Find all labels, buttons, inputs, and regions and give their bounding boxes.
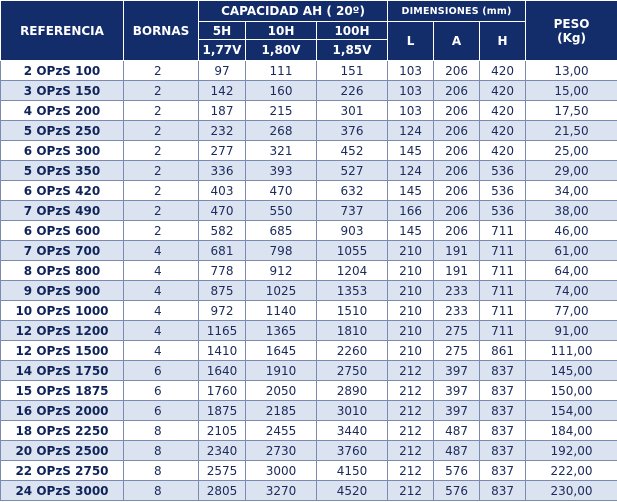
cell-dim-h: 420 xyxy=(480,121,526,141)
cell-cap-100h: 1810 xyxy=(317,321,388,341)
cell-referencia: 24 OPzS 3000 xyxy=(1,481,124,501)
cell-bornas: 4 xyxy=(124,321,199,341)
cell-cap-100h: 1353 xyxy=(317,281,388,301)
cell-bornas: 2 xyxy=(124,141,199,161)
cell-cap-5h: 277 xyxy=(199,141,246,161)
header-peso xyxy=(526,1,617,61)
cell-dim-a: 206 xyxy=(434,61,480,81)
cell-peso: 21,50 xyxy=(526,121,617,141)
cell-cap-10h: 393 xyxy=(246,161,317,181)
cell-cap-100h: 1510 xyxy=(317,301,388,321)
table-row xyxy=(1,341,617,361)
cell-dim-a: 191 xyxy=(434,241,480,261)
cell-cap-100h: 3440 xyxy=(317,421,388,441)
cell-dim-l: 166 xyxy=(388,201,434,221)
cell-referencia: 7 OPzS 490 xyxy=(1,201,124,221)
cell-cap-100h: 151 xyxy=(317,61,388,81)
cell-dim-a: 275 xyxy=(434,321,480,341)
cell-cap-5h: 470 xyxy=(199,201,246,221)
table-header xyxy=(1,1,617,61)
cell-bornas: 4 xyxy=(124,301,199,321)
cell-cap-10h: 3270 xyxy=(246,481,317,501)
cell-peso: 46,00 xyxy=(526,221,617,241)
cell-cap-10h: 1140 xyxy=(246,301,317,321)
header-referencia: REFERENCIA xyxy=(1,1,124,61)
table-row xyxy=(1,201,617,221)
cell-dim-l: 124 xyxy=(388,121,434,141)
cell-cap-10h: 268 xyxy=(246,121,317,141)
cell-dim-l: 103 xyxy=(388,101,434,121)
cell-cap-100h: 3760 xyxy=(317,441,388,461)
cell-dim-l: 212 xyxy=(388,401,434,421)
cell-bornas: 2 xyxy=(124,61,199,81)
cell-cap-10h: 470 xyxy=(246,181,317,201)
cell-cap-5h: 187 xyxy=(199,101,246,121)
cell-dim-h: 837 xyxy=(480,401,526,421)
cell-cap-100h: 903 xyxy=(317,221,388,241)
cell-dim-a: 206 xyxy=(434,181,480,201)
table-row xyxy=(1,361,617,381)
cell-peso: 74,00 xyxy=(526,281,617,301)
cell-peso: 64,00 xyxy=(526,261,617,281)
cell-dim-l: 210 xyxy=(388,281,434,301)
cell-dim-a: 206 xyxy=(434,141,480,161)
cell-cap-100h: 301 xyxy=(317,101,388,121)
header-peso-unit: (Kg) xyxy=(557,30,586,45)
cell-dim-a: 487 xyxy=(434,421,480,441)
cell-referencia: 7 OPzS 700 xyxy=(1,241,124,261)
cell-bornas: 6 xyxy=(124,381,199,401)
cell-bornas: 4 xyxy=(124,281,199,301)
cell-cap-10h: 1910 xyxy=(246,361,317,381)
cell-peso: 111,00 xyxy=(526,341,617,361)
cell-dim-a: 576 xyxy=(434,481,480,501)
cell-cap-10h: 798 xyxy=(246,241,317,261)
cell-dim-l: 124 xyxy=(388,161,434,181)
cell-dim-l: 210 xyxy=(388,241,434,261)
cell-cap-10h: 321 xyxy=(246,141,317,161)
cell-dim-h: 837 xyxy=(480,461,526,481)
cell-cap-10h: 3000 xyxy=(246,461,317,481)
cell-peso: 184,00 xyxy=(526,421,617,441)
cell-referencia: 16 OPzS 2000 xyxy=(1,401,124,421)
table-row xyxy=(1,261,617,281)
header-10h: 10H xyxy=(246,22,317,40)
cell-cap-10h: 1365 xyxy=(246,321,317,341)
cell-peso: 38,00 xyxy=(526,201,617,221)
cell-referencia: 20 OPzS 2500 xyxy=(1,441,124,461)
cell-dim-h: 711 xyxy=(480,261,526,281)
cell-bornas: 8 xyxy=(124,481,199,501)
header-100h: 100H xyxy=(317,22,388,40)
cell-dim-a: 206 xyxy=(434,201,480,221)
cell-bornas: 8 xyxy=(124,421,199,441)
cell-dim-l: 145 xyxy=(388,221,434,241)
cell-dim-h: 711 xyxy=(480,241,526,261)
cell-referencia: 6 OPzS 600 xyxy=(1,221,124,241)
header-h: H xyxy=(480,22,526,61)
table-body xyxy=(1,61,617,501)
cell-referencia: 22 OPzS 2750 xyxy=(1,461,124,481)
cell-peso: 154,00 xyxy=(526,401,617,421)
cell-cap-5h: 1165 xyxy=(199,321,246,341)
cell-dim-a: 206 xyxy=(434,161,480,181)
cell-referencia: 5 OPzS 350 xyxy=(1,161,124,181)
cell-cap-100h: 4520 xyxy=(317,481,388,501)
cell-referencia: 8 OPzS 800 xyxy=(1,261,124,281)
cell-dim-a: 206 xyxy=(434,221,480,241)
cell-cap-100h: 527 xyxy=(317,161,388,181)
cell-cap-100h: 1055 xyxy=(317,241,388,261)
cell-cap-100h: 2260 xyxy=(317,341,388,361)
cell-dim-a: 397 xyxy=(434,361,480,381)
cell-cap-5h: 336 xyxy=(199,161,246,181)
cell-peso: 15,00 xyxy=(526,81,617,101)
cell-cap-10h: 2730 xyxy=(246,441,317,461)
cell-cap-5h: 972 xyxy=(199,301,246,321)
cell-referencia: 6 OPzS 300 xyxy=(1,141,124,161)
cell-cap-10h: 215 xyxy=(246,101,317,121)
cell-peso: 13,00 xyxy=(526,61,617,81)
cell-dim-h: 536 xyxy=(480,181,526,201)
cell-dim-l: 212 xyxy=(388,481,434,501)
cell-dim-a: 233 xyxy=(434,301,480,321)
cell-cap-10h: 1025 xyxy=(246,281,317,301)
cell-cap-5h: 2105 xyxy=(199,421,246,441)
cell-dim-a: 206 xyxy=(434,81,480,101)
cell-cap-5h: 1410 xyxy=(199,341,246,361)
cell-cap-100h: 3010 xyxy=(317,401,388,421)
cell-dim-l: 210 xyxy=(388,321,434,341)
cell-dim-h: 420 xyxy=(480,101,526,121)
cell-dim-l: 103 xyxy=(388,61,434,81)
cell-referencia: 2 OPzS 100 xyxy=(1,61,124,81)
cell-cap-5h: 403 xyxy=(199,181,246,201)
table-row xyxy=(1,281,617,301)
cell-dim-l: 103 xyxy=(388,81,434,101)
cell-cap-5h: 875 xyxy=(199,281,246,301)
cell-referencia: 18 OPzS 2250 xyxy=(1,421,124,441)
cell-referencia: 5 OPzS 250 xyxy=(1,121,124,141)
cell-cap-10h: 111 xyxy=(246,61,317,81)
cell-cap-10h: 2050 xyxy=(246,381,317,401)
cell-cap-5h: 681 xyxy=(199,241,246,261)
cell-dim-l: 145 xyxy=(388,141,434,161)
cell-dim-l: 212 xyxy=(388,441,434,461)
cell-dim-a: 191 xyxy=(434,261,480,281)
cell-dim-a: 275 xyxy=(434,341,480,361)
table-row xyxy=(1,121,617,141)
cell-cap-100h: 4150 xyxy=(317,461,388,481)
cell-cap-5h: 142 xyxy=(199,81,246,101)
cell-bornas: 2 xyxy=(124,201,199,221)
header-dimensiones: DIMENSIONES (mm) xyxy=(388,1,526,22)
cell-dim-h: 711 xyxy=(480,281,526,301)
table-row xyxy=(1,461,617,481)
table-row xyxy=(1,181,617,201)
cell-dim-h: 861 xyxy=(480,341,526,361)
header-voltage-5h: 1,77V xyxy=(199,40,246,61)
cell-referencia: 14 OPzS 1750 xyxy=(1,361,124,381)
cell-dim-h: 711 xyxy=(480,321,526,341)
table-row xyxy=(1,161,617,181)
cell-cap-100h: 737 xyxy=(317,201,388,221)
cell-referencia: 3 OPzS 150 xyxy=(1,81,124,101)
cell-dim-h: 420 xyxy=(480,141,526,161)
cell-referencia: 6 OPzS 420 xyxy=(1,181,124,201)
cell-dim-h: 837 xyxy=(480,421,526,441)
cell-bornas: 4 xyxy=(124,261,199,281)
cell-cap-5h: 778 xyxy=(199,261,246,281)
cell-cap-10h: 550 xyxy=(246,201,317,221)
cell-cap-100h: 2890 xyxy=(317,381,388,401)
cell-dim-h: 837 xyxy=(480,361,526,381)
cell-peso: 29,00 xyxy=(526,161,617,181)
cell-peso: 150,00 xyxy=(526,381,617,401)
table-row xyxy=(1,441,617,461)
cell-dim-a: 206 xyxy=(434,101,480,121)
cell-dim-a: 487 xyxy=(434,441,480,461)
cell-dim-l: 212 xyxy=(388,461,434,481)
cell-cap-100h: 632 xyxy=(317,181,388,201)
cell-dim-l: 145 xyxy=(388,181,434,201)
header-voltage-100h: 1,85V xyxy=(317,40,388,61)
cell-bornas: 2 xyxy=(124,221,199,241)
cell-cap-5h: 2805 xyxy=(199,481,246,501)
cell-peso: 61,00 xyxy=(526,241,617,261)
header-l: L xyxy=(388,22,434,61)
cell-peso: 34,00 xyxy=(526,181,617,201)
table-row xyxy=(1,421,617,441)
cell-referencia: 9 OPzS 900 xyxy=(1,281,124,301)
cell-bornas: 2 xyxy=(124,101,199,121)
cell-dim-h: 711 xyxy=(480,301,526,321)
cell-peso: 91,00 xyxy=(526,321,617,341)
cell-dim-l: 210 xyxy=(388,261,434,281)
cell-bornas: 8 xyxy=(124,441,199,461)
cell-bornas: 6 xyxy=(124,401,199,421)
cell-cap-100h: 1204 xyxy=(317,261,388,281)
cell-cap-10h: 160 xyxy=(246,81,317,101)
cell-cap-10h: 685 xyxy=(246,221,317,241)
cell-peso: 192,00 xyxy=(526,441,617,461)
cell-dim-a: 206 xyxy=(434,121,480,141)
cell-dim-l: 210 xyxy=(388,341,434,361)
cell-dim-h: 420 xyxy=(480,61,526,81)
cell-cap-5h: 97 xyxy=(199,61,246,81)
table-row xyxy=(1,221,617,241)
cell-bornas: 8 xyxy=(124,461,199,481)
cell-cap-5h: 1640 xyxy=(199,361,246,381)
header-5h: 5H xyxy=(199,22,246,40)
cell-peso: 77,00 xyxy=(526,301,617,321)
cell-peso: 17,50 xyxy=(526,101,617,121)
cell-cap-100h: 226 xyxy=(317,81,388,101)
cell-dim-l: 212 xyxy=(388,381,434,401)
cell-bornas: 6 xyxy=(124,361,199,381)
cell-cap-5h: 2575 xyxy=(199,461,246,481)
cell-referencia: 12 OPzS 1200 xyxy=(1,321,124,341)
cell-cap-5h: 1875 xyxy=(199,401,246,421)
cell-dim-a: 576 xyxy=(434,461,480,481)
cell-peso: 145,00 xyxy=(526,361,617,381)
table-row xyxy=(1,481,617,501)
cell-dim-h: 420 xyxy=(480,81,526,101)
cell-bornas: 2 xyxy=(124,81,199,101)
table-row xyxy=(1,241,617,261)
cell-peso: 230,00 xyxy=(526,481,617,501)
cell-dim-l: 212 xyxy=(388,421,434,441)
header-capacidad: CAPACIDAD AH ( 20º) xyxy=(199,1,388,22)
cell-cap-100h: 376 xyxy=(317,121,388,141)
cell-dim-h: 711 xyxy=(480,221,526,241)
header-peso-label: PESO xyxy=(553,16,590,31)
cell-referencia: 4 OPzS 200 xyxy=(1,101,124,121)
cell-dim-h: 536 xyxy=(480,201,526,221)
table-row xyxy=(1,401,617,421)
cell-cap-10h: 1645 xyxy=(246,341,317,361)
cell-bornas: 4 xyxy=(124,341,199,361)
header-voltage-10h: 1,80V xyxy=(246,40,317,61)
cell-bornas: 4 xyxy=(124,241,199,261)
cell-cap-10h: 912 xyxy=(246,261,317,281)
table-row xyxy=(1,61,617,81)
header-a: A xyxy=(434,22,480,61)
cell-peso: 25,00 xyxy=(526,141,617,161)
cell-dim-h: 536 xyxy=(480,161,526,181)
table-row xyxy=(1,321,617,341)
cell-dim-h: 837 xyxy=(480,381,526,401)
table-row xyxy=(1,101,617,121)
cell-cap-100h: 452 xyxy=(317,141,388,161)
table-row xyxy=(1,301,617,321)
cell-dim-l: 210 xyxy=(388,301,434,321)
cell-referencia: 10 OPzS 1000 xyxy=(1,301,124,321)
cell-dim-h: 837 xyxy=(480,441,526,461)
cell-dim-a: 397 xyxy=(434,401,480,421)
cell-cap-100h: 2750 xyxy=(317,361,388,381)
cell-cap-5h: 2340 xyxy=(199,441,246,461)
cell-peso: 222,00 xyxy=(526,461,617,481)
table-row xyxy=(1,141,617,161)
cell-cap-5h: 232 xyxy=(199,121,246,141)
cell-bornas: 2 xyxy=(124,181,199,201)
cell-dim-a: 233 xyxy=(434,281,480,301)
header-bornas: BORNAS xyxy=(124,1,199,61)
cell-cap-5h: 582 xyxy=(199,221,246,241)
cell-referencia: 12 OPzS 1500 xyxy=(1,341,124,361)
cell-cap-10h: 2455 xyxy=(246,421,317,441)
cell-dim-h: 837 xyxy=(480,481,526,501)
cell-dim-a: 397 xyxy=(434,381,480,401)
cell-cap-5h: 1760 xyxy=(199,381,246,401)
cell-dim-l: 212 xyxy=(388,361,434,381)
cell-cap-10h: 2185 xyxy=(246,401,317,421)
cell-referencia: 15 OPzS 1875 xyxy=(1,381,124,401)
cell-bornas: 2 xyxy=(124,121,199,141)
table-row xyxy=(1,81,617,101)
table-row xyxy=(1,381,617,401)
cell-bornas: 2 xyxy=(124,161,199,181)
